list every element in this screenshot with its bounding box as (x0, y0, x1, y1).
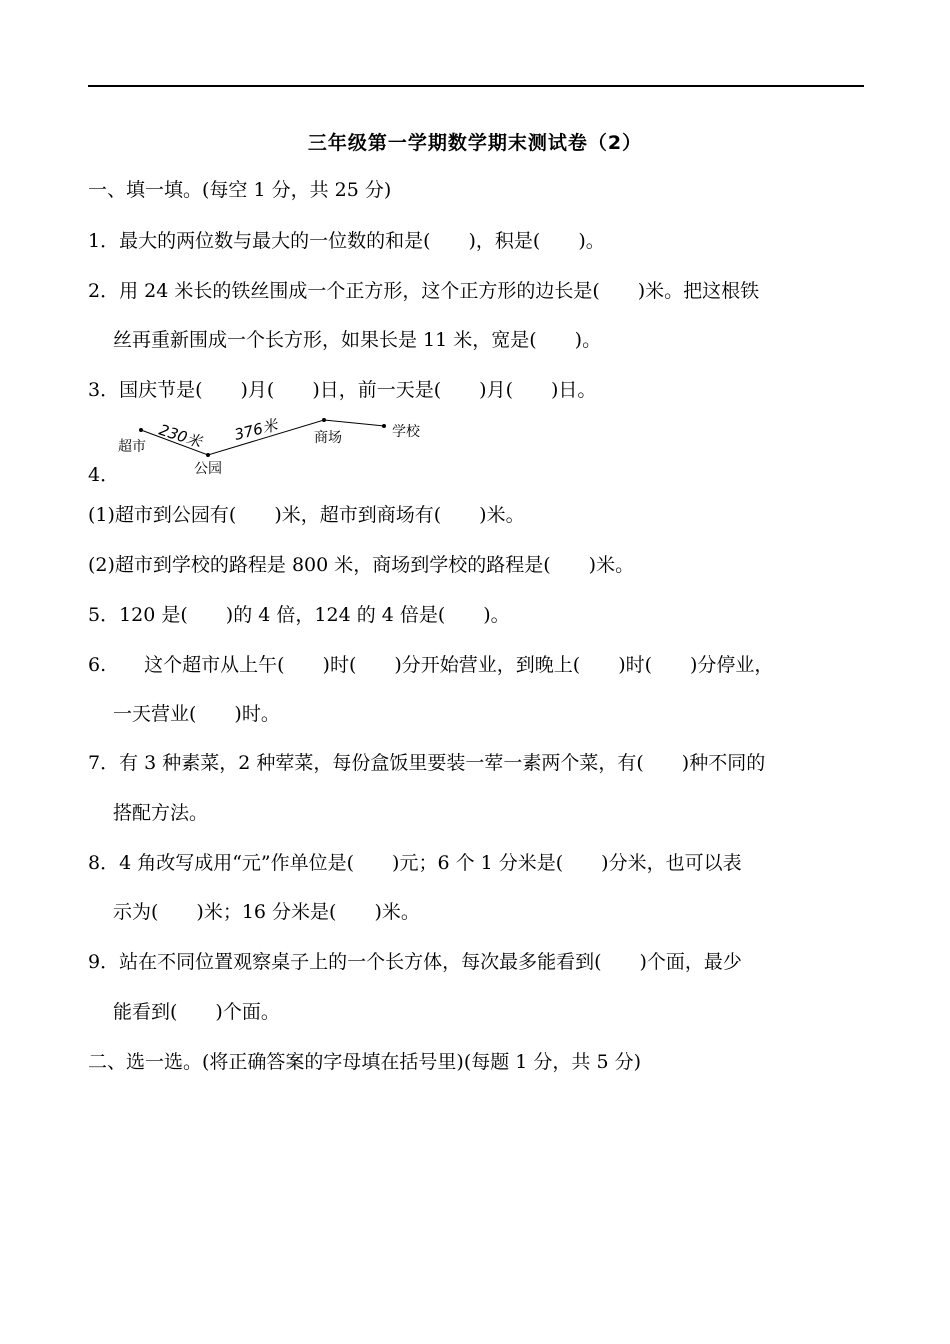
question-4-part-2: (2)超市到学校的路程是 800 米，商场到学校的路程是( )米。 (88, 554, 635, 576)
point-mall (322, 418, 326, 422)
question-6-line-2: 一天营业( )时。 (113, 703, 280, 725)
question-7-line-1: 7．有 3 种素菜，2 种荤菜，每份盒饭里要装一荤一素两个菜，有( )种不同的 (88, 752, 766, 774)
question-5: 5．120 是( )的 4 倍，124 的 4 倍是( )。 (88, 604, 510, 626)
label-park: 公园 (194, 461, 222, 477)
label-supermarket: 超市 (118, 439, 146, 455)
distance-label-1: 230米 (156, 420, 204, 452)
section1-heading: 一、填一填。(每空 1 分，共 25 分) (88, 179, 392, 201)
question-4-part-1: (1)超市到公园有( )米，超市到商场有( )米。 (88, 504, 525, 526)
question-4-number: 4． (88, 464, 120, 486)
label-mall: 商场 (314, 430, 342, 446)
route-diagram (100, 408, 440, 478)
question-7-line-2: 搭配方法。 (113, 802, 209, 824)
section2-heading: 二、选一选。(将正确答案的字母填在括号里)(每题 1 分，共 5 分) (88, 1051, 641, 1073)
question-3: 3．国庆节是( )月( )日，前一天是( )月( )日。 (88, 379, 597, 401)
point-supermarket (139, 428, 143, 432)
question-1: 1．最大的两位数与最大的一位数的和是( )，积是( )。 (88, 230, 605, 252)
question-9-line-2: 能看到( )个面。 (113, 1001, 280, 1023)
question-6-line-1: 6. 这个超市从上午( )时( )分开始营业，到晚上( )时( )分停业， (88, 654, 774, 676)
label-school: 学校 (392, 424, 420, 440)
question-8-line-1: 8．4 角改写成用“元”作单位是( )元；6 个 1 分米是( )分米，也可以表 (88, 852, 742, 874)
question-8-line-2: 示为( )米；16 分米是( )米。 (113, 901, 420, 923)
point-park (206, 453, 210, 457)
header-rule (88, 85, 864, 87)
question-2-line-1: 2．用 24 米长的铁丝围成一个正方形，这个正方形的边长是( )米。把这根铁 (88, 280, 760, 302)
point-school (382, 424, 386, 428)
page-title: 三年级第一学期数学期末测试卷（2） (307, 132, 643, 154)
question-2-line-2: 丝再重新围成一个长方形，如果长是 11 米，宽是( )。 (113, 329, 602, 351)
distance-label-2: 376米 (232, 415, 280, 444)
question-9-line-1: 9．站在不同位置观察桌子上的一个长方体，每次最多能看到( )个面，最少 (88, 951, 742, 973)
